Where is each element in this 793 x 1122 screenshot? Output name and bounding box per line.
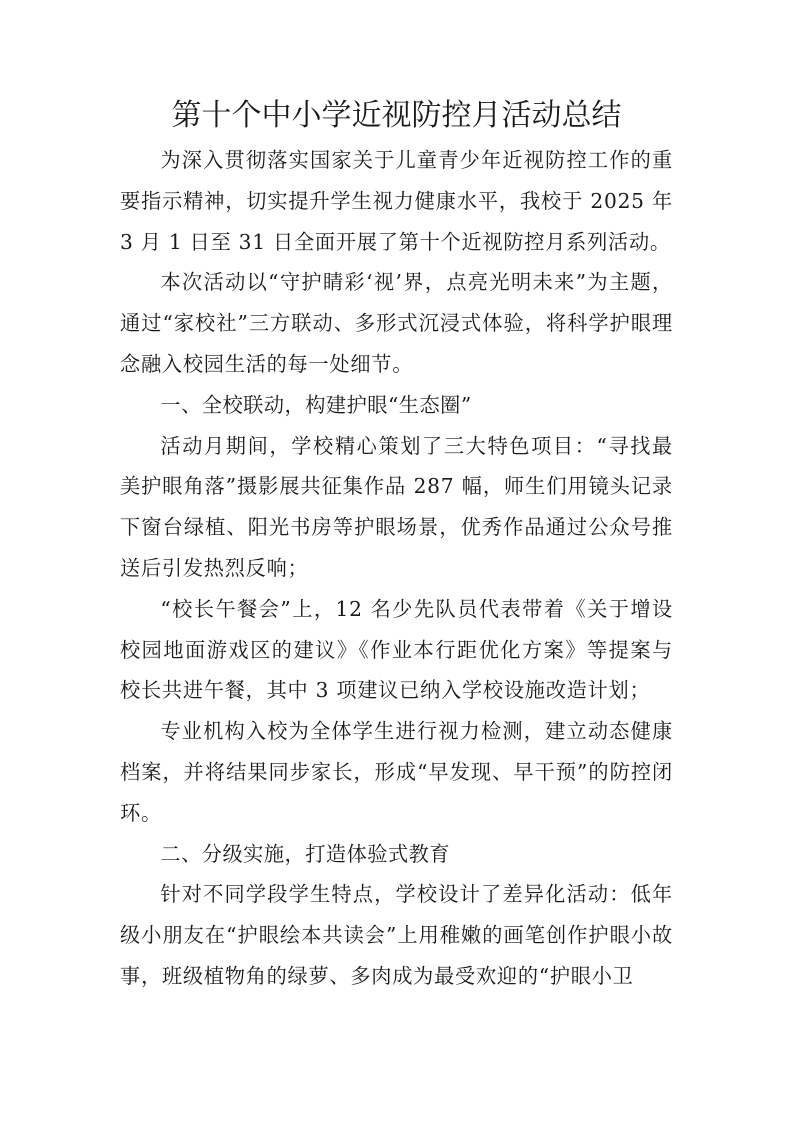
document-body <box>120 140 673 997</box>
document-title: 第十个中小学近视防控月活动总结 <box>171 98 622 133</box>
paragraph-lunch-meeting: “校长午餐会”上，12 名少先队员代表带着《关于增设校园地面游戏区的建议》《作业本行距优化方案》等提案与校长共进午餐，其中 3 项建议已纳入学校设施改造计划； <box>120 596 673 703</box>
paragraph-projects: 活动月期间，学校精心策划了三大特色项目：“寻找最美护眼角落”摄影展共征集作品 287 幅，师生们用镜头记录下窗台绿植、阳光书房等护眼场景，优秀作品通过公众号推送后引发热烈反响； <box>120 433 673 580</box>
paragraph-vision-test: 专业机构入校为全体学生进行视力检测，建立动态健康档案，并将结果同步家长，形成“早发现、早干预”的防控闭环。 <box>120 719 673 825</box>
paragraph-theme: 本次活动以“守护睛彩‘视’界，点亮光明未来”为主题，通过“家校社”三方联动、多形式沉浸式体验，将科学护眼理念融入校园生活的每一处细节。 <box>120 270 673 376</box>
section-heading-2: 二、分级实施，打造体验式教育 <box>160 841 451 866</box>
section-heading-1: 一、全校联动，构建护眼“生态圈” <box>160 392 472 417</box>
paragraph-intro: 为深入贯彻落实国家关于儿童青少年近视防控工作的重要指示精神，切实提升学生视力健康水平，我校于 2025 年 3 月 1 日至 31 日全面开展了第十个近视防控月系列活动。 <box>120 148 673 254</box>
paragraph-grade-activities: 针对不同学段学生特点，学校设计了差异化活动：低年级小朋友在“护眼绘本共读会”上用稚嫩的画笔创作护眼小故事，班级植物角的绿萝、多肉成为最受欢迎的“护眼小卫 <box>120 882 673 988</box>
